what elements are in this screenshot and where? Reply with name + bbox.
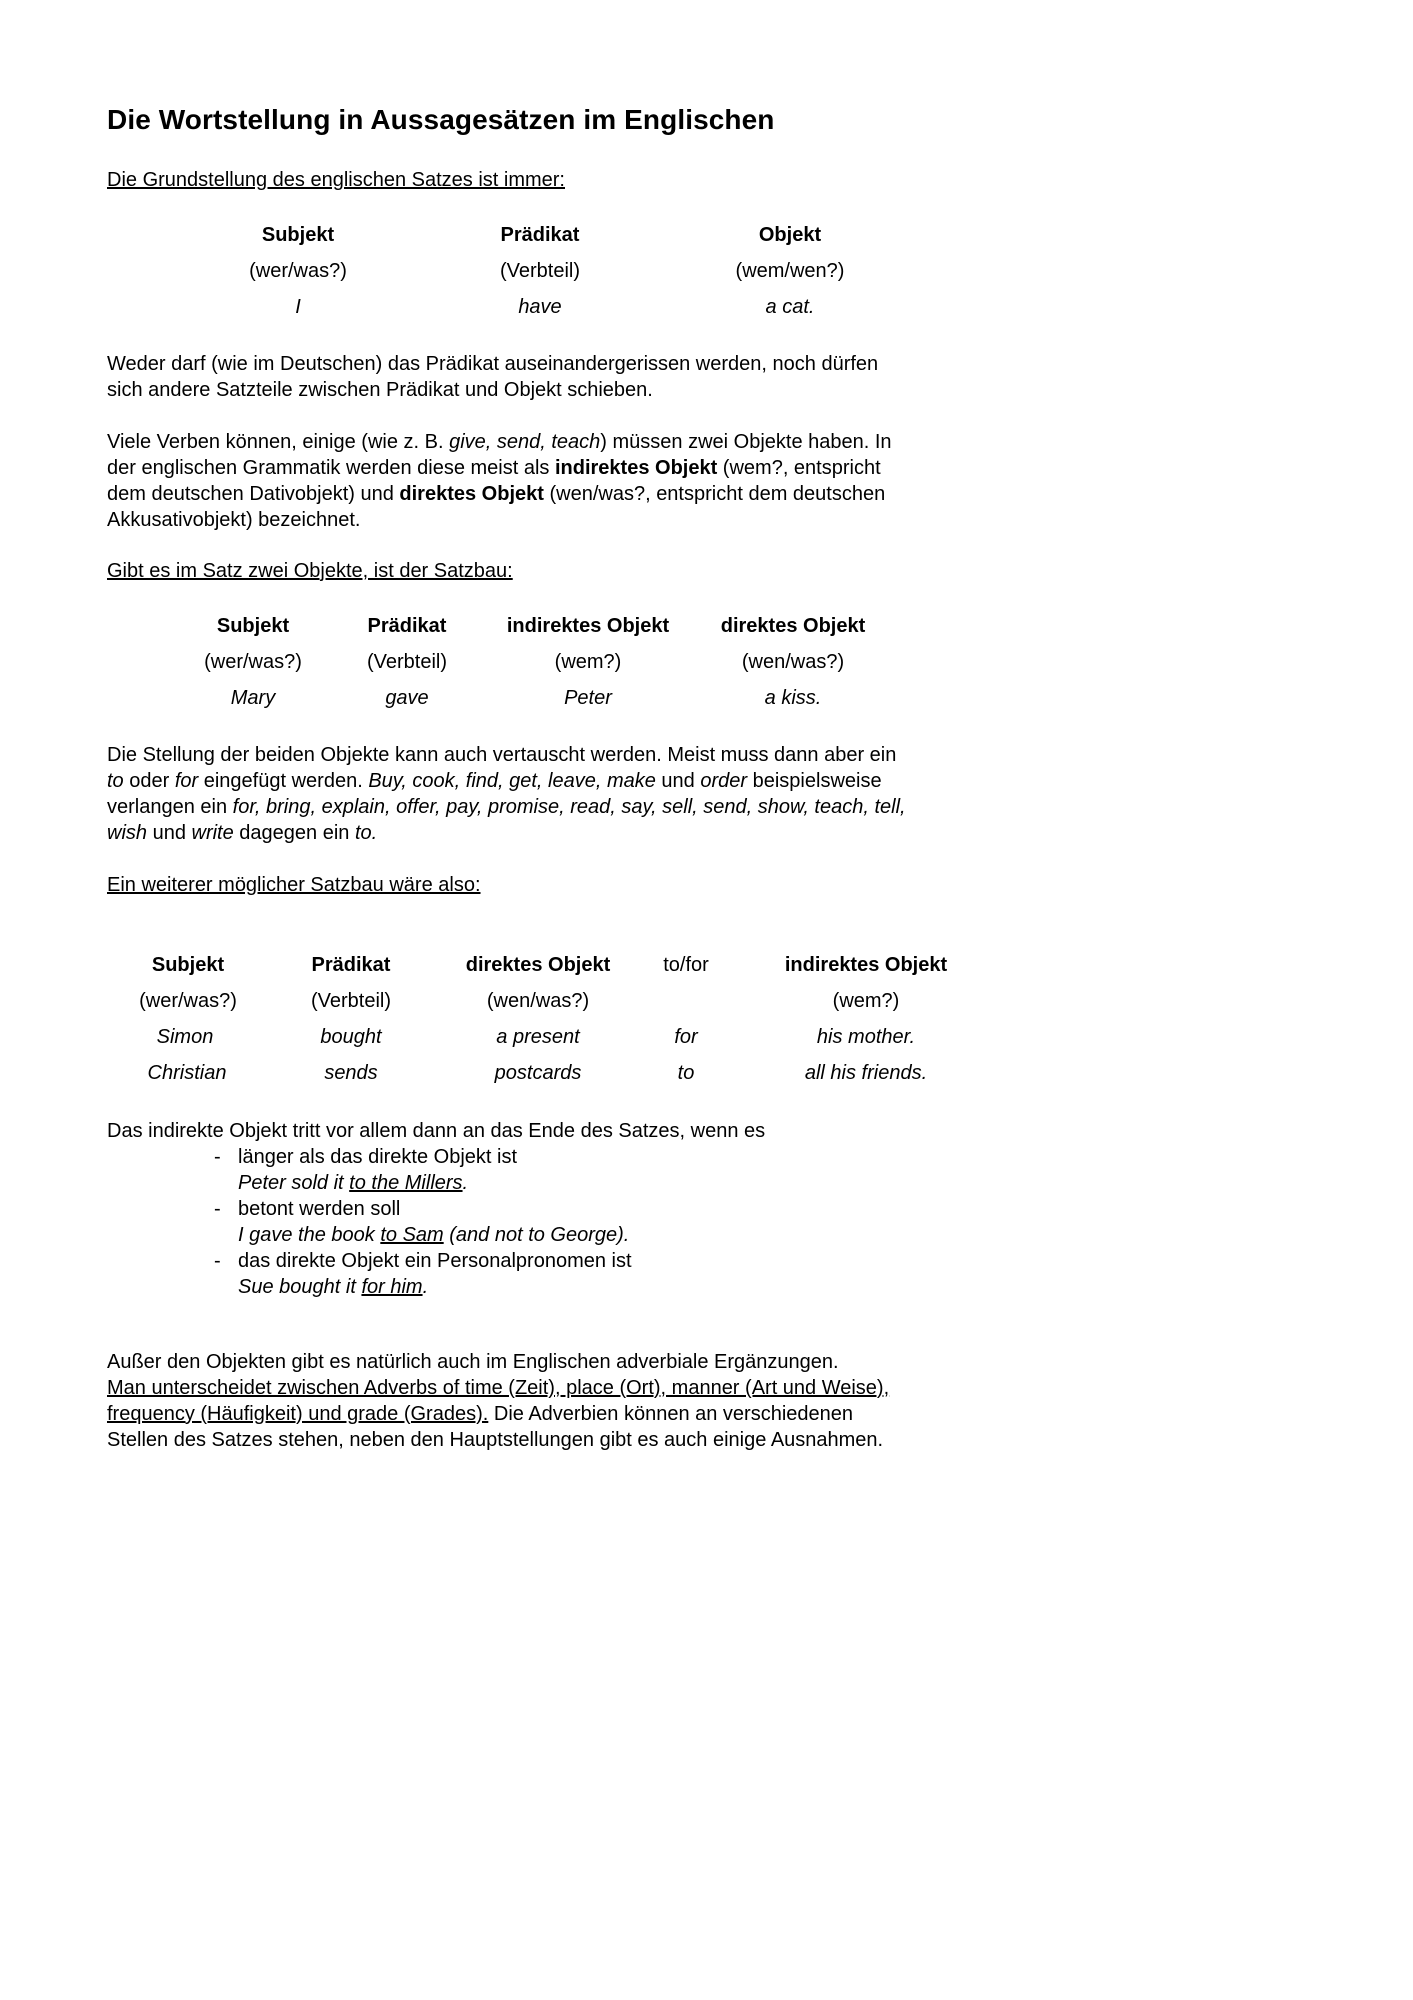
list-item-example: I gave the book to Sam (and not to George). bbox=[238, 1224, 630, 1246]
table-example-indirektes-objekt: all his friends. bbox=[804, 1062, 928, 1084]
paragraph-line: sich andere Satzteile zwischen Prädikat und Objekt schieben. bbox=[107, 379, 653, 401]
paragraph-prädikat-rule bbox=[107, 351, 1007, 403]
table-header-praedikat: Prädikat bbox=[367, 615, 447, 637]
table-example-subjekt: I bbox=[295, 296, 301, 318]
paragraph-line: Die Stellung der beiden Objekte kann auch vertauscht werden. Meist muss dann aber ein bbox=[107, 744, 897, 766]
paragraph-line: to oder for eingefügt werden. Buy, cook, find, get, leave, make und order beispielsweise bbox=[107, 770, 882, 792]
paragraph-line: wish und write dagegen ein to. bbox=[107, 822, 378, 844]
paragraph-line: Akkusativobjekt) bezeichnet. bbox=[107, 509, 361, 531]
table-example-subjekt: Mary bbox=[230, 687, 276, 709]
list-item bbox=[212, 1196, 632, 1248]
table-example-praedikat: sends bbox=[324, 1062, 378, 1084]
table-header-direktes-objekt: direktes Objekt bbox=[720, 615, 866, 637]
table-example-praedikat: bought bbox=[320, 1026, 382, 1048]
paragraph-line: Weder darf (wie im Deutschen) das Prädikat auseinandergerissen werden, noch dürfen bbox=[107, 353, 879, 375]
table-question-indirektes-objekt: (wem?) bbox=[832, 990, 900, 1012]
list-item-text: das direkte Objekt ein Personalpronomen ist bbox=[238, 1250, 632, 1272]
paragraph-line: dem deutschen Dativobjekt) und direktes Objekt (wen/was?, entspricht dem deutschen bbox=[107, 483, 886, 505]
section-heading-grundstellung: Die Grundstellung des englischen Satzes ist immer: bbox=[107, 169, 565, 191]
paragraph-object-swap bbox=[107, 742, 1007, 846]
table-example-praedikat: have bbox=[518, 296, 562, 318]
table-question-praedikat: (Verbteil) bbox=[366, 651, 448, 673]
table-question-direktes-objekt: (wen/was?) bbox=[741, 651, 845, 673]
table-header-indirektes-objekt: indirektes Objekt bbox=[784, 954, 948, 976]
table-header-to-for: to/for bbox=[663, 954, 709, 976]
table-question-direktes-objekt: (wen/was?) bbox=[486, 990, 590, 1012]
list-item-text: länger als das direkte Objekt ist bbox=[238, 1146, 518, 1168]
table-question-subjekt: (wer/was?) bbox=[204, 651, 302, 673]
table-header-subjekt: Subjekt bbox=[151, 954, 225, 976]
table-example-subjekt: Christian bbox=[147, 1062, 227, 1084]
list-item-example: Peter sold it to the Millers. bbox=[238, 1172, 469, 1194]
paragraph-line: Außer den Objekten gibt es natürlich auch im Englischen adverbiale Ergänzungen. bbox=[107, 1351, 839, 1373]
paragraph-line: Viele Verben können, einige (wie z. B. give, send, teach) müssen zwei Objekte haben. In bbox=[107, 431, 892, 453]
table-question-praedikat: (Verbteil) bbox=[310, 990, 392, 1012]
table-question-objekt: (wem/wen?) bbox=[735, 260, 845, 282]
table-example-objekt: a cat. bbox=[765, 296, 815, 318]
table-header-subjekt: Subjekt bbox=[261, 224, 335, 246]
page-title: Die Wortstellung in Aussagesätzen im Englischen bbox=[107, 104, 775, 135]
table-example-to-for: for bbox=[674, 1026, 698, 1048]
table-example-indirektes-objekt: his mother. bbox=[816, 1026, 916, 1048]
paragraph-line: frequency (Häufigkeit) und grade (Grades). Die Adverbien können an verschiedenen bbox=[107, 1403, 854, 1425]
dash-bullet: - bbox=[214, 1146, 221, 1168]
table-question-indirektes-objekt: (wem?) bbox=[554, 651, 622, 673]
table-header-subjekt: Subjekt bbox=[216, 615, 290, 637]
section-heading-zwei-objekte: Gibt es im Satz zwei Objekte, ist der Satzbau: bbox=[107, 560, 513, 582]
table-question-subjekt: (wer/was?) bbox=[249, 260, 347, 282]
table-question-praedikat: (Verbteil) bbox=[499, 260, 581, 282]
table-example-to-for: to bbox=[677, 1062, 695, 1084]
table-example-direktes-objekt: a present bbox=[496, 1026, 580, 1048]
table-example-direktes-objekt: postcards bbox=[494, 1062, 582, 1084]
list-item-example: Sue bought it for him. bbox=[238, 1276, 429, 1298]
table-example-subjekt: Simon bbox=[156, 1026, 214, 1048]
list-item-text: betont werden soll bbox=[238, 1198, 401, 1220]
dash-bullet: - bbox=[214, 1250, 221, 1272]
dash-bullet: - bbox=[214, 1198, 221, 1220]
paragraph-line: Man unterscheidet zwischen Adverbs of time (Zeit), place (Ort), manner (Art und Weise), bbox=[107, 1377, 890, 1399]
list-item bbox=[212, 1248, 632, 1300]
table-header-praedikat: Prädikat bbox=[311, 954, 391, 976]
table-header-praedikat: Prädikat bbox=[500, 224, 580, 246]
table-example-praedikat: gave bbox=[385, 687, 429, 709]
table-header-indirektes-objekt: indirektes Objekt bbox=[506, 615, 670, 637]
table-header-direktes-objekt: direktes Objekt bbox=[465, 954, 611, 976]
paragraph-adverbs bbox=[107, 1349, 1007, 1453]
bullet-list bbox=[212, 1144, 632, 1300]
paragraph-line: der englischen Grammatik werden diese meist als indirektes Objekt (wem?, entspricht bbox=[107, 457, 881, 479]
table-question-subjekt: (wer/was?) bbox=[139, 990, 237, 1012]
table-example-direktes-objekt: a kiss. bbox=[764, 687, 822, 709]
paragraph-two-objects bbox=[107, 429, 1007, 533]
table-header-objekt: Objekt bbox=[758, 224, 822, 246]
list-item bbox=[212, 1144, 632, 1196]
table-example-indirektes-objekt: Peter bbox=[564, 687, 612, 709]
paragraph-line: Stellen des Satzes stehen, neben den Hauptstellungen gibt es auch einige Ausnahmen. bbox=[107, 1429, 884, 1451]
section-heading-weiterer-satzbau: Ein weiterer möglicher Satzbau wäre also: bbox=[107, 874, 481, 896]
paragraph-line: verlangen ein for, bring, explain, offer, pay, promise, read, say, sell, send, show, teach, tell, bbox=[107, 796, 906, 818]
paragraph-indirect-end: Das indirekte Objekt tritt vor allem dann an das Ende des Satzes, wenn es bbox=[107, 1120, 766, 1142]
